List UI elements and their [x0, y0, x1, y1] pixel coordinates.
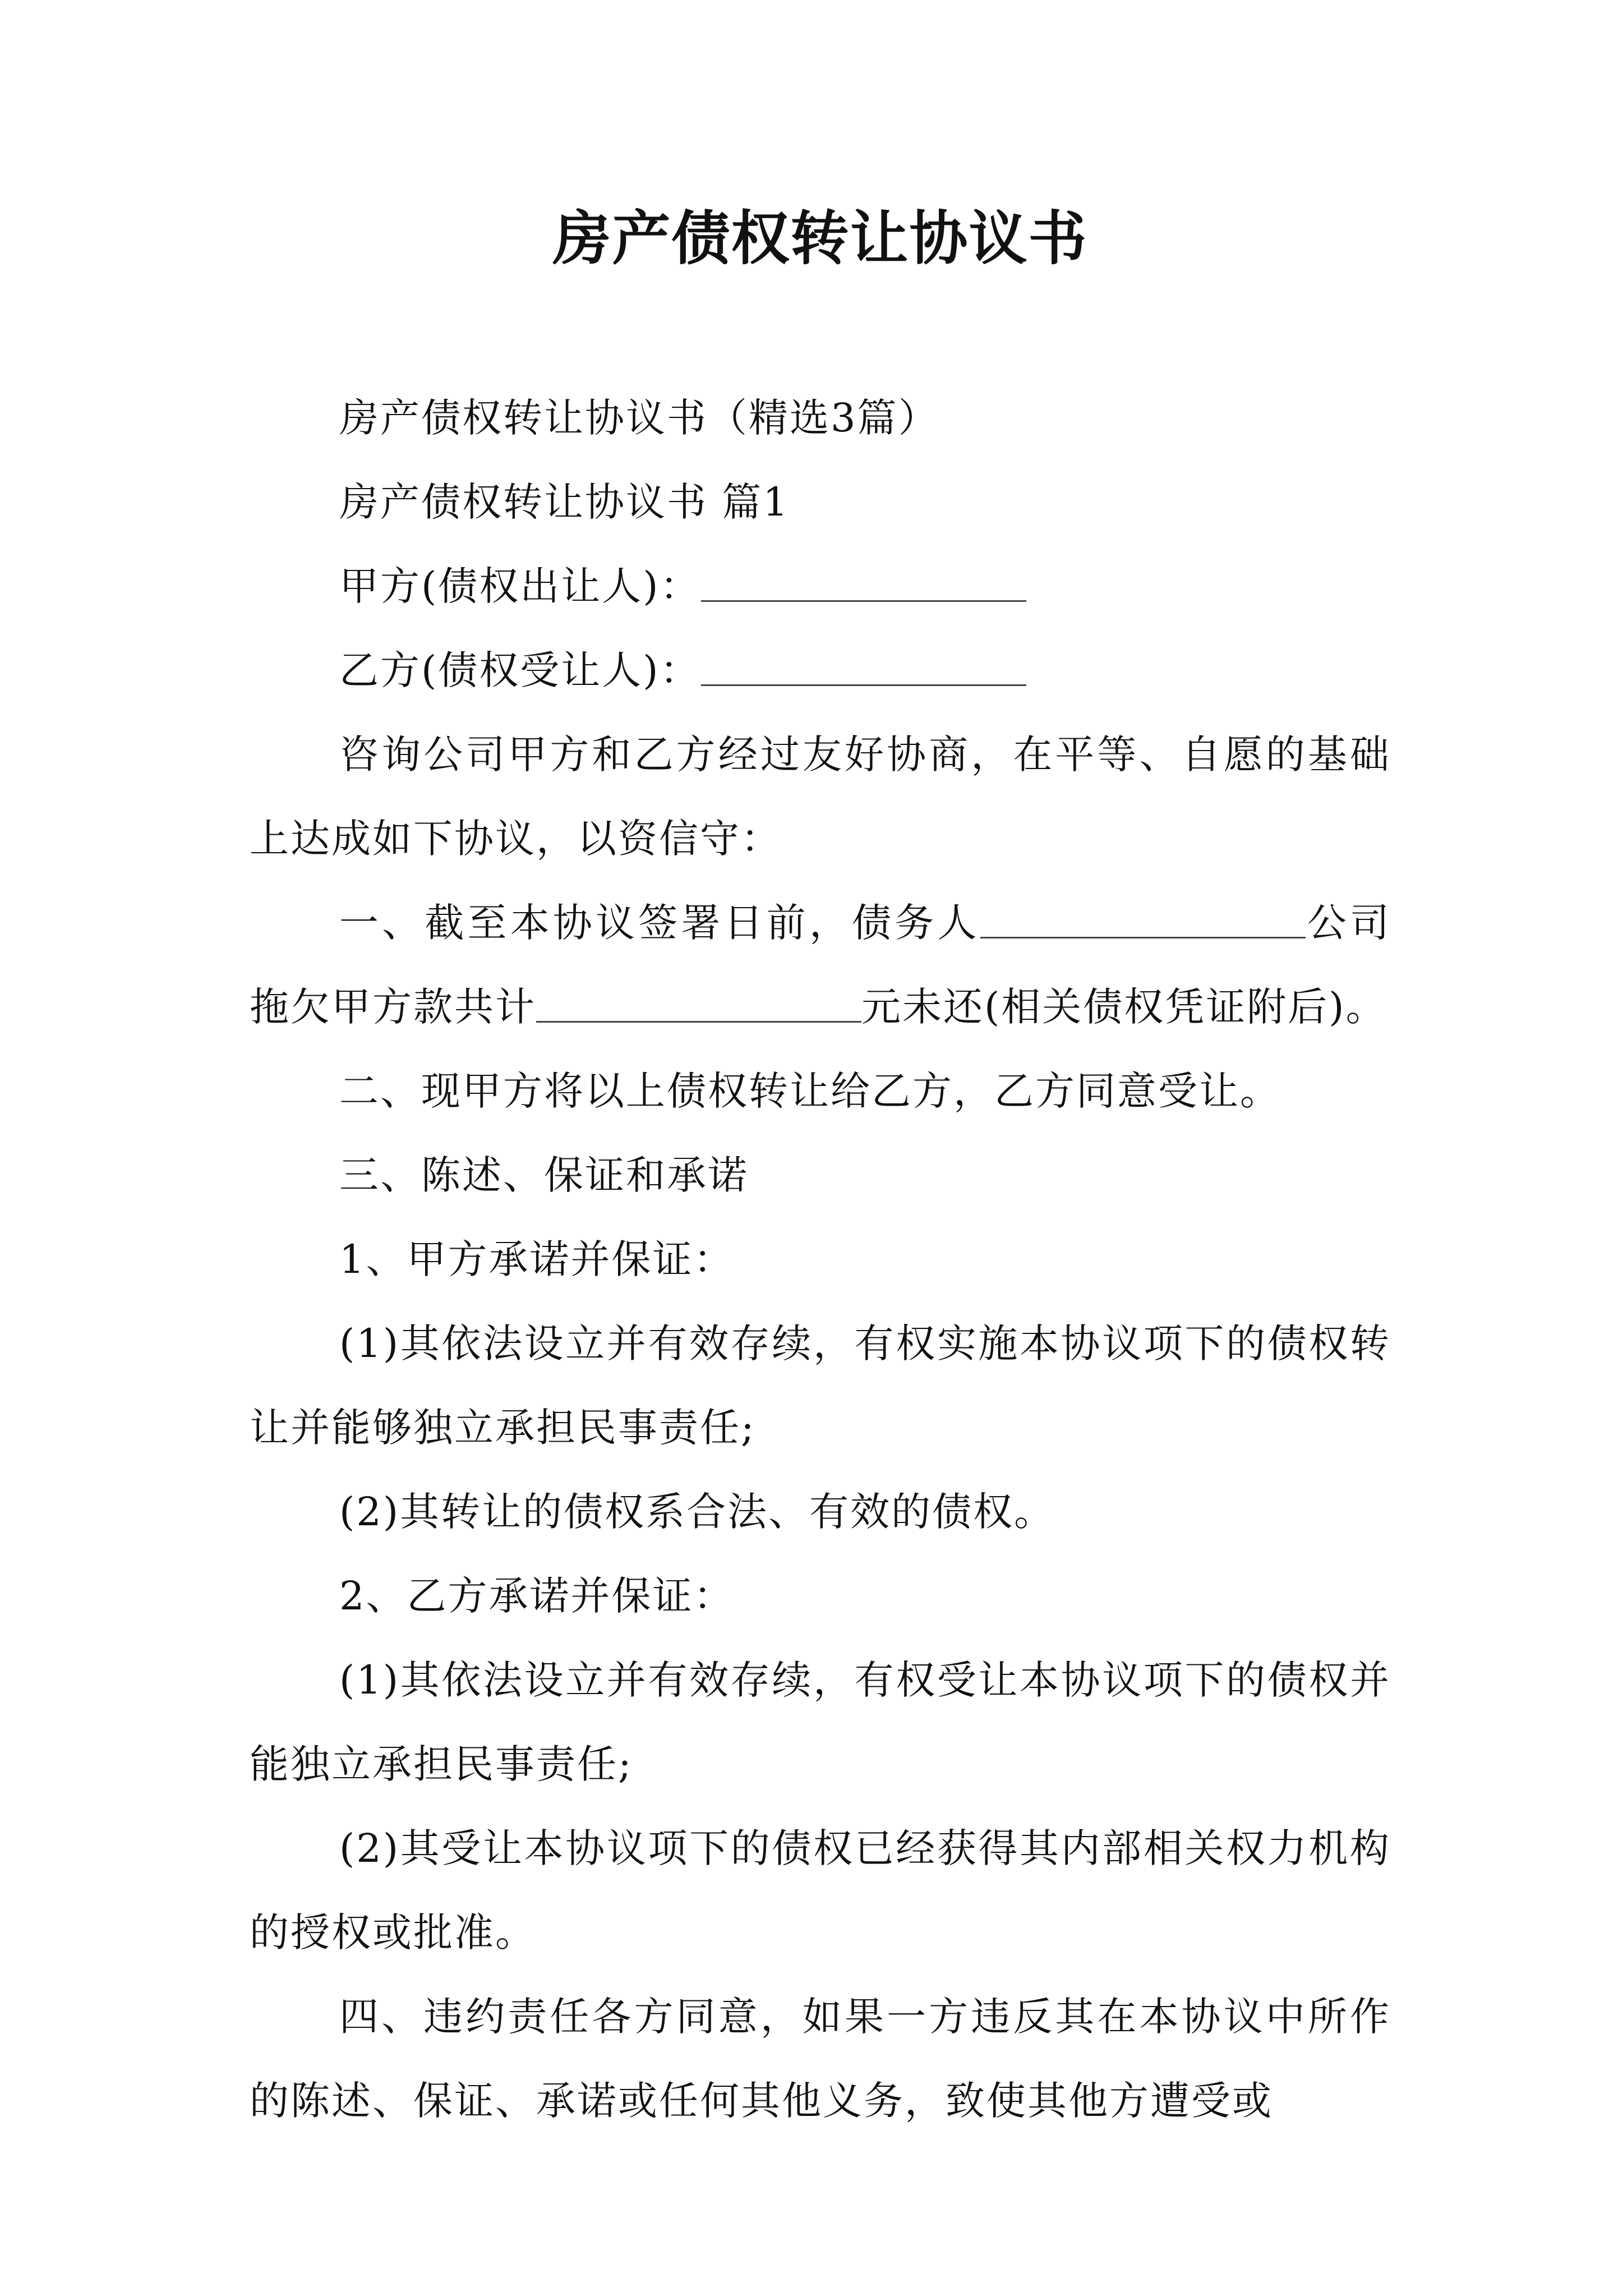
party-b-line	[250, 628, 1391, 712]
document-body	[250, 376, 1391, 2143]
document-title: 房产债权转让协议书	[552, 204, 1088, 273]
clause-4-text: 四、违约责任各方同意，如果一方违反其在本协议中所作的陈述、保证、承诺或任何其他义务，致使其他方遭受或	[250, 1994, 1391, 2124]
clause-3-1-item-2-text: (2)其转让的债权系合法、有效的债权。	[339, 1489, 1055, 1535]
clause-3-1-item-1	[250, 1301, 1391, 1470]
clause-3-2-text: 2、乙方承诺并保证：	[339, 1573, 735, 1619]
clause-2-text: 二、现甲方将以上债权转让给乙方，乙方同意受让。	[339, 1068, 1281, 1114]
party-b-label: 乙方(债权受让人)：	[339, 647, 701, 693]
clause-3-2-item-1	[250, 1638, 1391, 1806]
preamble-text: 咨询公司甲方和乙方经过友好协商，在平等、自愿的基础上达成如下协议，以资信守：	[250, 731, 1391, 862]
clause-3-2-item-2	[250, 1806, 1391, 1975]
subtitle-line	[250, 376, 1391, 460]
party-b-blank	[701, 651, 1026, 686]
clause-1-text-a: 一、截至本协议签署日前，债务人	[339, 900, 980, 946]
clause-3-1-heading	[250, 1217, 1391, 1301]
preamble-paragraph	[250, 712, 1391, 881]
clause-3-1-item-2	[250, 1470, 1391, 1554]
clause-1-paragraph	[250, 881, 1391, 1049]
clause-2-paragraph	[250, 1049, 1391, 1133]
clause-1-text-b: 公司拖欠甲方款共计	[250, 900, 1391, 1030]
clause-1-text-c: 元未还(相关债权凭证附后)。	[861, 984, 1387, 1030]
clause-3-heading	[250, 1133, 1391, 1217]
clause-3-1-text: 1、甲方承诺并保证：	[339, 1236, 735, 1282]
amount-blank	[536, 987, 861, 1023]
clause-3-2-item-2-text: (2)其受让本协议项下的债权已经获得其内部相关权力机构的授权或批准。	[250, 1825, 1391, 1955]
debtor-blank	[980, 903, 1306, 938]
section-heading-text: 房产债权转让协议书 篇1	[339, 479, 790, 525]
subtitle-text: 房产债权转让协议书（精选3篇）	[339, 395, 939, 441]
party-a-label: 甲方(债权出让人)：	[339, 563, 701, 609]
party-a-line	[250, 544, 1391, 628]
clause-3-text: 三、陈述、保证和承诺	[339, 1152, 749, 1198]
clause-4-paragraph	[250, 1975, 1391, 2143]
clause-3-2-heading	[250, 1554, 1391, 1638]
clause-3-1-item-1-text: (1)其依法设立并有效存续，有权实施本协议项下的债权转让并能够独立承担民事责任;	[250, 1320, 1391, 1451]
section-heading	[250, 460, 1391, 544]
clause-3-2-item-1-text: (1)其依法设立并有效存续，有权受让本协议项下的债权并能独立承担民事责任;	[250, 1657, 1391, 1787]
party-a-blank	[701, 567, 1026, 602]
